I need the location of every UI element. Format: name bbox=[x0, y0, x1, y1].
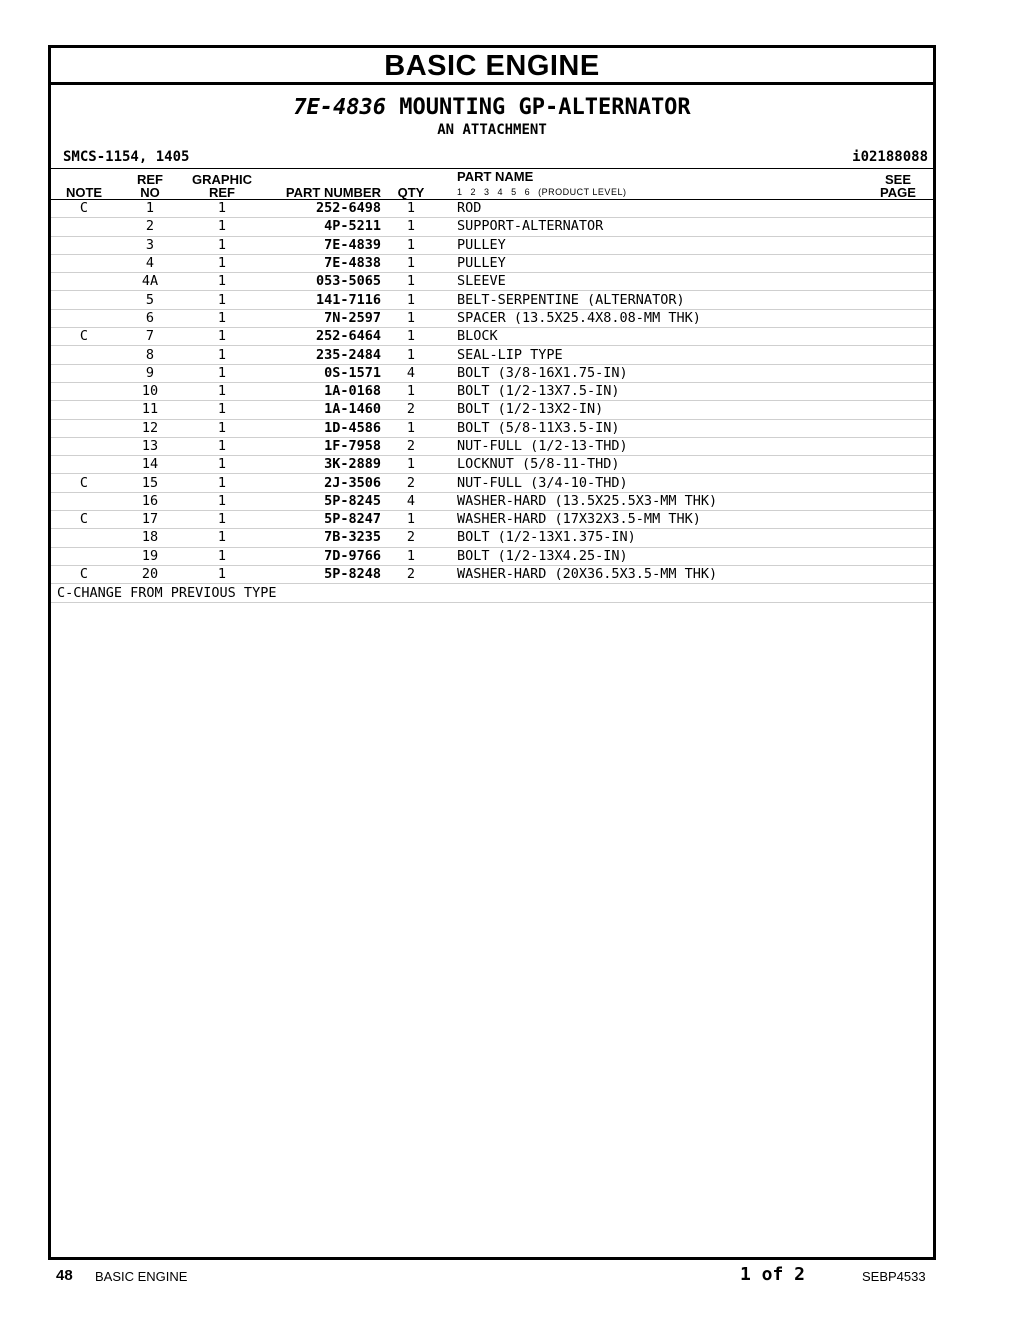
row-note: C bbox=[51, 565, 117, 583]
row-part-name: ROD bbox=[441, 200, 863, 218]
row-part-number: 7E-4839 bbox=[261, 236, 381, 254]
row-note bbox=[51, 492, 117, 510]
row-part-number: 252-6498 bbox=[261, 200, 381, 218]
row-part-name: NUT-FULL (3/4-10-THD) bbox=[441, 474, 863, 492]
row-part-number: 7D-9766 bbox=[261, 547, 381, 565]
row-ref-no: 4 bbox=[117, 254, 183, 272]
row-note bbox=[51, 273, 117, 291]
row-graphic-ref: 1 bbox=[183, 254, 261, 272]
row-part-number: 5P-8245 bbox=[261, 492, 381, 510]
row-qty: 1 bbox=[381, 547, 441, 565]
row-ref-no: 20 bbox=[117, 565, 183, 583]
row-part-number: 5P-8248 bbox=[261, 565, 381, 583]
row-see-page bbox=[863, 382, 933, 400]
row-qty: 2 bbox=[381, 401, 441, 419]
row-note: C bbox=[51, 511, 117, 529]
row-ref-no: 19 bbox=[117, 547, 183, 565]
section-title: BASIC ENGINE bbox=[51, 48, 933, 85]
row-part-number: 0S-1571 bbox=[261, 364, 381, 382]
row-ref-no: 16 bbox=[117, 492, 183, 510]
table-row bbox=[51, 364, 933, 382]
row-note bbox=[51, 254, 117, 272]
row-graphic-ref: 1 bbox=[183, 236, 261, 254]
group-name: MOUNTING GP-ALTERNATOR bbox=[399, 95, 691, 120]
row-part-number: 7E-4838 bbox=[261, 254, 381, 272]
row-qty: 1 bbox=[381, 382, 441, 400]
row-qty: 4 bbox=[381, 364, 441, 382]
column-note: NOTE bbox=[51, 169, 117, 200]
row-graphic-ref: 1 bbox=[183, 437, 261, 455]
row-part-name: PULLEY bbox=[441, 254, 863, 272]
row-graphic-ref: 1 bbox=[183, 474, 261, 492]
row-qty: 1 bbox=[381, 200, 441, 218]
row-part-number: 7N-2597 bbox=[261, 309, 381, 327]
table-row bbox=[51, 200, 933, 218]
row-ref-no: 9 bbox=[117, 364, 183, 382]
row-qty: 1 bbox=[381, 218, 441, 236]
row-note bbox=[51, 364, 117, 382]
row-see-page bbox=[863, 565, 933, 583]
parts-table-body bbox=[51, 200, 933, 584]
table-row bbox=[51, 309, 933, 327]
row-part-name: BOLT (1/2-13X1.375-IN) bbox=[441, 529, 863, 547]
row-part-number: 053-5065 bbox=[261, 273, 381, 291]
row-graphic-ref: 1 bbox=[183, 547, 261, 565]
row-qty: 1 bbox=[381, 291, 441, 309]
row-part-number: 141-7116 bbox=[261, 291, 381, 309]
row-qty: 1 bbox=[381, 419, 441, 437]
row-qty: 1 bbox=[381, 236, 441, 254]
row-qty: 2 bbox=[381, 529, 441, 547]
row-qty: 1 bbox=[381, 273, 441, 291]
sheet-indicator: 1 of 2 bbox=[740, 1264, 806, 1285]
row-note bbox=[51, 309, 117, 327]
legend-row bbox=[51, 584, 933, 603]
row-graphic-ref: 1 bbox=[183, 529, 261, 547]
row-graphic-ref: 1 bbox=[183, 346, 261, 364]
table-row bbox=[51, 346, 933, 364]
row-note bbox=[51, 291, 117, 309]
row-part-name: PULLEY bbox=[441, 236, 863, 254]
row-part-number: 1A-1460 bbox=[261, 401, 381, 419]
row-ref-no: 12 bbox=[117, 419, 183, 437]
row-see-page bbox=[863, 419, 933, 437]
row-note bbox=[51, 382, 117, 400]
row-note: C bbox=[51, 474, 117, 492]
row-part-number: 3K-2889 bbox=[261, 456, 381, 474]
row-ref-no: 3 bbox=[117, 236, 183, 254]
group-part-number: 7E-4836 bbox=[293, 95, 387, 120]
column-part-number: PART NUMBER bbox=[261, 169, 381, 200]
row-graphic-ref: 1 bbox=[183, 309, 261, 327]
row-ref-no: 13 bbox=[117, 437, 183, 455]
row-see-page bbox=[863, 474, 933, 492]
table-row bbox=[51, 218, 933, 236]
table-row bbox=[51, 419, 933, 437]
row-see-page bbox=[863, 254, 933, 272]
row-see-page bbox=[863, 456, 933, 474]
column-see-page: SEE PAGE bbox=[863, 169, 933, 200]
row-graphic-ref: 1 bbox=[183, 200, 261, 218]
row-see-page bbox=[863, 291, 933, 309]
row-graphic-ref: 1 bbox=[183, 328, 261, 346]
row-ref-no: 6 bbox=[117, 309, 183, 327]
row-note: C bbox=[51, 200, 117, 218]
parts-table-header bbox=[51, 169, 933, 200]
row-part-number: 1A-0168 bbox=[261, 382, 381, 400]
product-level-scale: 1 2 3 4 5 6 (PRODUCT LEVEL) bbox=[457, 187, 627, 197]
row-qty: 2 bbox=[381, 474, 441, 492]
row-see-page bbox=[863, 437, 933, 455]
row-part-number: 5P-8247 bbox=[261, 511, 381, 529]
row-graphic-ref: 1 bbox=[183, 419, 261, 437]
row-part-name: WASHER-HARD (13.5X25.5X3-MM THK) bbox=[441, 492, 863, 510]
row-ref-no: 17 bbox=[117, 511, 183, 529]
table-row bbox=[51, 492, 933, 510]
row-ref-no: 4A bbox=[117, 273, 183, 291]
row-see-page bbox=[863, 218, 933, 236]
row-see-page bbox=[863, 364, 933, 382]
row-part-name: SPACER (13.5X25.4X8.08-MM THK) bbox=[441, 309, 863, 327]
row-part-number: 1D-4586 bbox=[261, 419, 381, 437]
row-see-page bbox=[863, 236, 933, 254]
row-qty: 1 bbox=[381, 309, 441, 327]
row-part-name: BLOCK bbox=[441, 328, 863, 346]
row-part-name: BOLT (1/2-13X7.5-IN) bbox=[441, 382, 863, 400]
row-see-page bbox=[863, 401, 933, 419]
page-footer bbox=[0, 1264, 1020, 1288]
table-row bbox=[51, 382, 933, 400]
row-ref-no: 14 bbox=[117, 456, 183, 474]
row-part-name: NUT-FULL (1/2-13-THD) bbox=[441, 437, 863, 455]
row-qty: 1 bbox=[381, 511, 441, 529]
parts-table bbox=[51, 169, 933, 603]
row-ref-no: 10 bbox=[117, 382, 183, 400]
row-part-name: BELT-SERPENTINE (ALTERNATOR) bbox=[441, 291, 863, 309]
row-see-page bbox=[863, 273, 933, 291]
document-id: SEBP4533 bbox=[862, 1269, 926, 1284]
row-qty: 1 bbox=[381, 328, 441, 346]
row-part-name: SLEEVE bbox=[441, 273, 863, 291]
row-see-page bbox=[863, 346, 933, 364]
row-note: C bbox=[51, 328, 117, 346]
footer-section: BASIC ENGINE bbox=[95, 1269, 188, 1284]
row-part-number: 4P-5211 bbox=[261, 218, 381, 236]
row-ref-no: 11 bbox=[117, 401, 183, 419]
group-title bbox=[51, 95, 933, 121]
row-graphic-ref: 1 bbox=[183, 382, 261, 400]
row-part-number: 2J-3506 bbox=[261, 474, 381, 492]
row-see-page bbox=[863, 547, 933, 565]
row-see-page bbox=[863, 529, 933, 547]
table-row bbox=[51, 547, 933, 565]
row-ref-no: 2 bbox=[117, 218, 183, 236]
row-qty: 1 bbox=[381, 456, 441, 474]
smcs-codes: SMCS-1154, 1405 bbox=[63, 149, 190, 165]
column-qty: QTY bbox=[381, 169, 441, 200]
row-qty: 2 bbox=[381, 437, 441, 455]
row-graphic-ref: 1 bbox=[183, 364, 261, 382]
row-part-name: BOLT (1/2-13X2-IN) bbox=[441, 401, 863, 419]
row-qty: 4 bbox=[381, 492, 441, 510]
row-graphic-ref: 1 bbox=[183, 456, 261, 474]
row-part-name: SEAL-LIP TYPE bbox=[441, 346, 863, 364]
page-number: 48 bbox=[56, 1267, 73, 1284]
row-part-number: 252-6464 bbox=[261, 328, 381, 346]
group-subtitle: AN ATTACHMENT bbox=[437, 122, 547, 138]
column-part-name: PART NAME 1 2 3 4 5 6 (PRODUCT LEVEL) bbox=[441, 169, 863, 200]
table-row bbox=[51, 529, 933, 547]
row-ref-no: 5 bbox=[117, 291, 183, 309]
row-graphic-ref: 1 bbox=[183, 565, 261, 583]
row-note bbox=[51, 547, 117, 565]
row-graphic-ref: 1 bbox=[183, 291, 261, 309]
column-graphic-ref: GRAPHIC REF bbox=[183, 169, 261, 200]
row-part-name: WASHER-HARD (17X32X3.5-MM THK) bbox=[441, 511, 863, 529]
row-part-number: 1F-7958 bbox=[261, 437, 381, 455]
table-row bbox=[51, 291, 933, 309]
smcs-row bbox=[51, 148, 933, 169]
row-qty: 1 bbox=[381, 346, 441, 364]
table-row bbox=[51, 474, 933, 492]
row-qty: 2 bbox=[381, 565, 441, 583]
table-row bbox=[51, 565, 933, 583]
row-note bbox=[51, 401, 117, 419]
row-see-page bbox=[863, 328, 933, 346]
table-row bbox=[51, 456, 933, 474]
row-ref-no: 1 bbox=[117, 200, 183, 218]
row-note bbox=[51, 456, 117, 474]
row-note bbox=[51, 437, 117, 455]
table-row bbox=[51, 273, 933, 291]
row-part-name: BOLT (3/8-16X1.75-IN) bbox=[441, 364, 863, 382]
row-graphic-ref: 1 bbox=[183, 218, 261, 236]
row-part-name: LOCKNUT (5/8-11-THD) bbox=[441, 456, 863, 474]
row-see-page bbox=[863, 309, 933, 327]
column-ref-no: REF NO bbox=[117, 169, 183, 200]
row-ref-no: 7 bbox=[117, 328, 183, 346]
row-graphic-ref: 1 bbox=[183, 273, 261, 291]
row-qty: 1 bbox=[381, 254, 441, 272]
table-row bbox=[51, 236, 933, 254]
row-note bbox=[51, 346, 117, 364]
table-row bbox=[51, 328, 933, 346]
row-part-name: SUPPORT-ALTERNATOR bbox=[441, 218, 863, 236]
table-row bbox=[51, 401, 933, 419]
row-ref-no: 15 bbox=[117, 474, 183, 492]
row-ref-no: 18 bbox=[117, 529, 183, 547]
row-note bbox=[51, 236, 117, 254]
row-part-number: 235-2484 bbox=[261, 346, 381, 364]
legend-text: C-CHANGE FROM PREVIOUS TYPE bbox=[51, 584, 933, 603]
row-part-number: 7B-3235 bbox=[261, 529, 381, 547]
row-part-name: BOLT (1/2-13X4.25-IN) bbox=[441, 547, 863, 565]
row-see-page bbox=[863, 492, 933, 510]
row-graphic-ref: 1 bbox=[183, 492, 261, 510]
row-note bbox=[51, 529, 117, 547]
row-note bbox=[51, 419, 117, 437]
row-note bbox=[51, 218, 117, 236]
table-row bbox=[51, 437, 933, 455]
illustration-id: i02188088 bbox=[852, 149, 928, 165]
row-see-page bbox=[863, 511, 933, 529]
table-row bbox=[51, 511, 933, 529]
row-graphic-ref: 1 bbox=[183, 401, 261, 419]
row-see-page bbox=[863, 200, 933, 218]
parts-page-frame bbox=[48, 45, 936, 1260]
row-part-name: WASHER-HARD (20X36.5X3.5-MM THK) bbox=[441, 565, 863, 583]
row-ref-no: 8 bbox=[117, 346, 183, 364]
row-part-name: BOLT (5/8-11X3.5-IN) bbox=[441, 419, 863, 437]
table-row bbox=[51, 254, 933, 272]
row-graphic-ref: 1 bbox=[183, 511, 261, 529]
